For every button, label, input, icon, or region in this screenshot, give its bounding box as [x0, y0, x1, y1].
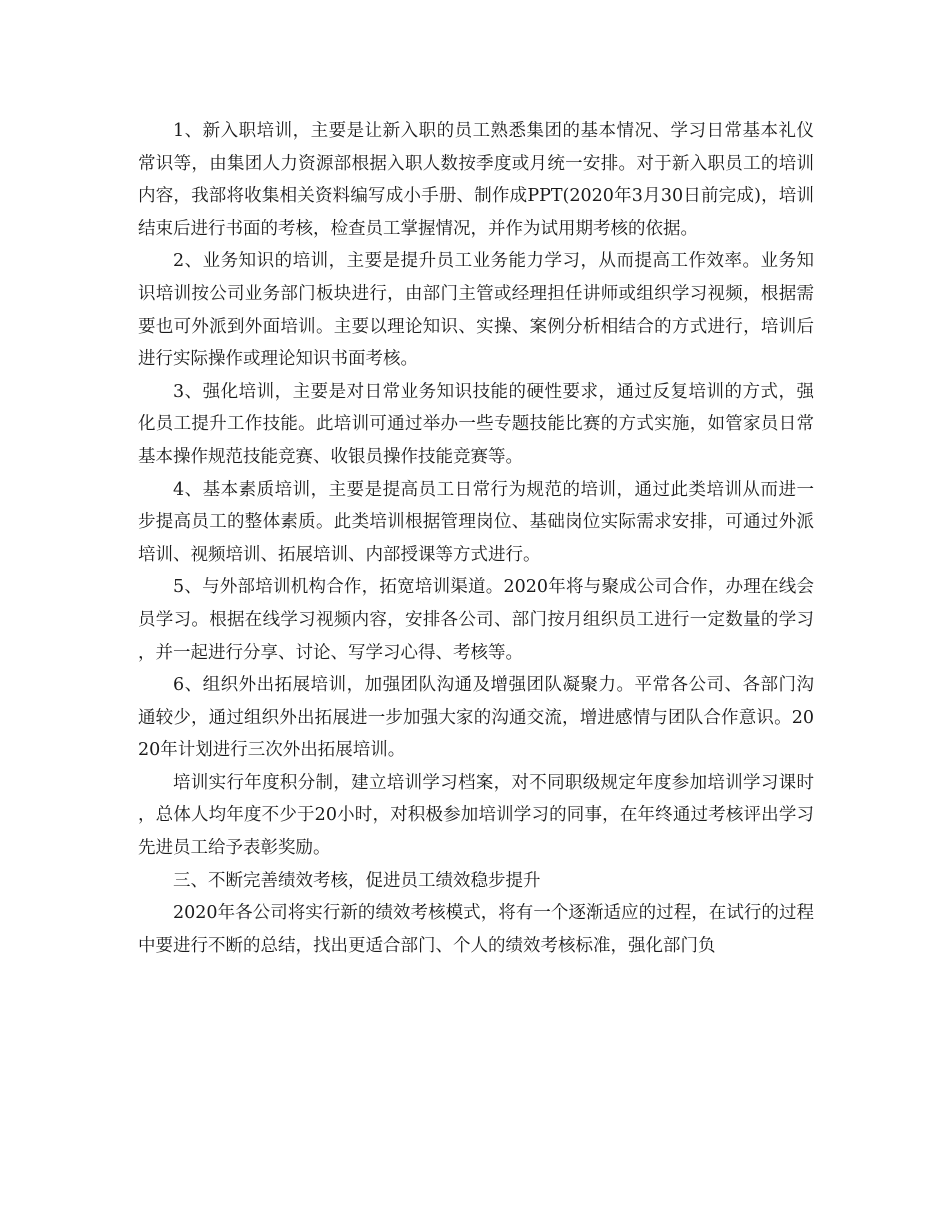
paragraph-performance-review: 2020年各公司将实行新的绩效考核模式，将有一个逐渐适应的过程，在试行的过程中要进行不断的总结，找出更适合部门、个人的绩效考核标准，强化部门负	[138, 903, 814, 956]
paragraph-intensive-training: 3、强化培训，主要是对日常业务知识技能的硬性要求，通过反复培训的方式，强化员工提升工作技能。此培训可通过举办一些专题技能比赛的方式实施，如管家员日常基本操作规范技能竞赛、收银员操作技能竞赛等。	[138, 381, 814, 467]
paragraph-business-knowledge-training: 2、业务知识的培训，主要是提升员工业务能力学习，从而提高工作效率。业务知识培训按公司业务部门板块进行，由部门主管或经理担任讲师或组织学习视频，根据需要也可外派到外面培训。主要以理论知识、实操、案例分析相结合的方式进行，培训后进行实际操作或理论知识书面考核。	[138, 251, 814, 370]
document-body	[138, 115, 814, 962]
paragraph-external-partnership: 5、与外部培训机构合作，拓宽培训渠道。2020年将与聚成公司合作，办理在线会员学习。根据在线学习视频内容，安排各公司、部门按月组织员工进行一定数量的学习，并一起进行分享、讨论、写学习心得、考核等。	[138, 577, 814, 663]
paragraph-new-hire-training: 1、新入职培训，主要是让新入职的员工熟悉集团的基本情况、学习日常基本礼仪常识等，由集团人力资源部根据入职人数按季度或月统一安排。对于新入职员工的培训内容，我部将收集相关资料编写成小手册、制作成PPT(2020年3月30日前完成)，培训结束后进行书面的考核，检查员工掌握情况，并作为试用期考核的依据。	[138, 121, 814, 239]
section-heading-performance: 三、不断完善绩效考核，促进员工绩效稳步提升	[173, 870, 541, 891]
paragraph-outdoor-training: 6、组织外出拓展培训，加强团队沟通及增强团队凝聚力。平常各公司、各部门沟通较少，通过组织外出拓展进一步加强大家的沟通交流，增进感情与团队合作意识。2020年计划进行三次外出拓展培训。	[138, 675, 814, 761]
paragraph-credit-system: 培训实行年度积分制，建立培训学习档案，对不同职级规定年度参加培训学习课时，总体人均年度不少于20小时，对积极参加培训学习的同事，在年终通过考核评出学习先进员工给予表彰奖励。	[138, 772, 814, 859]
paragraph-basic-quality-training: 4、基本素质培训，主要是提高员工日常行为规范的培训，通过此类培训从而进一步提高员工的整体素质。此类培训根据管理岗位、基础岗位实际需求安排，可通过外派培训、视频培训、拓展培训、内部授课等方式进行。	[138, 479, 814, 565]
